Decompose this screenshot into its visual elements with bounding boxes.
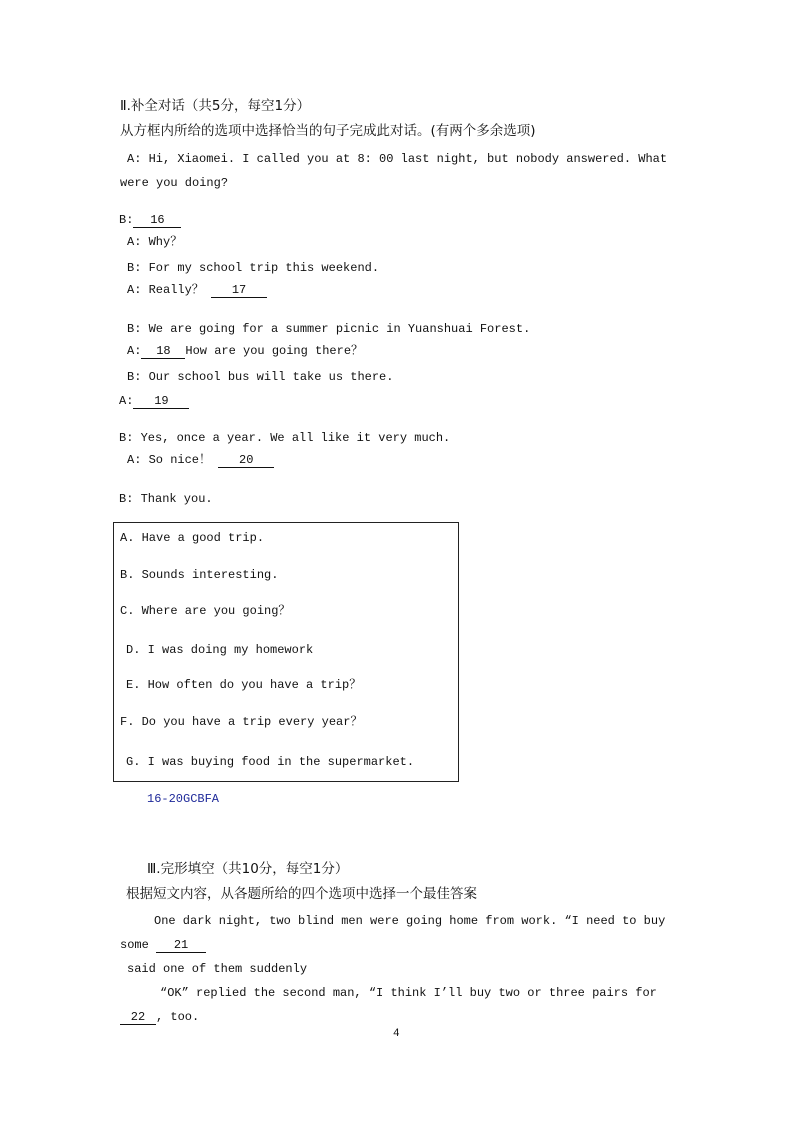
blank-22[interactable]: 22 <box>120 1010 156 1025</box>
dialog-line-b16 <box>119 212 181 228</box>
option-e: E. How often do you have a trip？ <box>126 678 362 692</box>
blank-19[interactable]: 19 <box>133 394 189 409</box>
option-f: F. Do you have a trip every year？ <box>120 715 363 729</box>
section3-heading: Ⅲ.完形填空（共10分，每空1分） <box>147 861 349 877</box>
options-box <box>113 522 459 782</box>
passage-some: some <box>120 938 149 952</box>
passage-line-5 <box>120 1009 199 1025</box>
passage-line-1: One dark night, two blind men were going home from work. “I need to buy <box>154 914 666 928</box>
a18-question: How are you going there？ <box>185 344 364 358</box>
dialog-line-b-bus: B: Our school bus will take us there. <box>127 370 394 384</box>
passage-line-3: said one of them suddenly <box>127 962 308 976</box>
dialog-line-b-trip: B: For my school trip this weekend. <box>127 261 380 275</box>
section2-instruction: 从方框内所给的选项中选择恰当的句子完成此对话。(有两个多余选项) <box>120 123 536 139</box>
option-d: D. I was doing my homework <box>126 643 314 657</box>
answer-key: 16-20GCBFA <box>147 792 220 806</box>
dialog-line-b-thanks: B: Thank you. <box>119 492 213 506</box>
dialog-line-b-yes: B: Yes, once a year. We all like it very much. <box>119 431 451 445</box>
dialog-line-a20 <box>127 452 274 468</box>
dialog-line-a19 <box>119 393 189 409</box>
blank-21[interactable]: 21 <box>156 938 206 953</box>
passage-line-4: “OK” replied the second man, “I think I’ll buy two or three pairs for <box>160 986 657 1000</box>
option-a: A. Have a good trip. <box>120 531 265 545</box>
blank-18[interactable]: 18 <box>141 344 185 359</box>
blank-20[interactable]: 20 <box>218 453 274 468</box>
option-b: B. Sounds interesting. <box>120 568 279 582</box>
section2-heading: Ⅱ.补全对话（共5分，每空1分） <box>120 98 311 114</box>
speaker-a: A: <box>119 394 134 408</box>
passage-too: , too. <box>156 1010 200 1024</box>
dialog-line-a-why: A: Why？ <box>127 235 183 249</box>
a-nice-text: A: So nice！ <box>127 453 212 467</box>
a-really-text: A: Really？ <box>127 283 204 297</box>
dialog-line-a1: A: Hi, Xiaomei. I called you at 8: 00 last night, but nobody answered. What <box>127 152 668 166</box>
dialog-line-a18 <box>127 343 363 359</box>
section3-instruction: 根据短文内容，从各题所给的四个选项中选择一个最佳答案 <box>126 886 477 902</box>
speaker-a: A: <box>127 344 142 358</box>
blank-17[interactable]: 17 <box>211 283 267 298</box>
option-g: G. I was buying food in the supermarket. <box>126 755 415 769</box>
passage-line-2 <box>120 937 206 953</box>
speaker-b: B: <box>119 213 134 227</box>
option-c: C. Where are you going？ <box>120 604 291 618</box>
dialog-line-a17 <box>127 282 267 298</box>
dialog-line-a1-cont: were you doing? <box>120 176 229 190</box>
blank-16[interactable]: 16 <box>133 213 181 228</box>
dialog-line-b-picnic: B: We are going for a summer picnic in Yuanshuai Forest. <box>127 322 531 336</box>
page-number: 4 <box>393 1028 400 1040</box>
